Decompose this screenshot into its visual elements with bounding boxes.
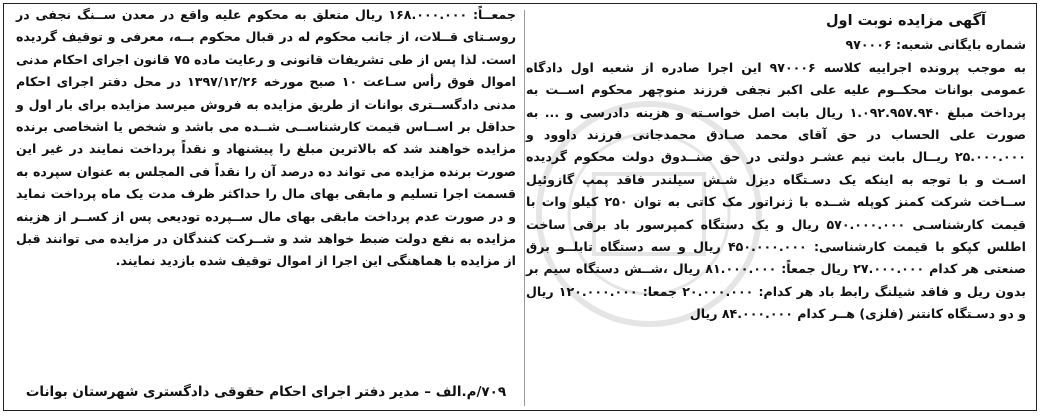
notice-title: آگهی مزایده نوبت اول — [825, 13, 986, 29]
notice-frame — [3, 3, 1037, 411]
notice-body-left: جمعــاً: ۱۶۸.۰۰۰.۰۰۰ ریال متعلق به محکوم علیه واقع در معدن ســنگ نجفی در روسـتای قــلات، از جانب محکوم له در قبال محکوم بــه، معرفی و توقیف گردیده است. لذا پس از طی تشریفات قانونی و رعایت ماده ۷۵ قانون اجرای احکام مدنی اموال فوق رأس سـاعت ۱۰ صبح مورخه ۱۳۹۷/۱۲/۲۶ در محل دفتر اجرای احکام مدنی دادگســتری بوانات از طریق مزایده به فروش میرسد مزایده برای بار اول و حداقل بر اســاس قیمت کارشناســی شــده می باشد و شخص یا اشخاصی برنده مزایده خواهند شد که بالاترین مبلغ را پیشنهاد و نقداً پرداخت نمایند در غیر این صورت برنده مزایده می تواند ده درصد آن را نقداً فی المجلس به عنوان سپرده به قسمت اجرا تسلیم و مابقی بهای مال را حداکثر ظرف مدت یک ماه پرداخت نماید و در صورت عدم پرداخت مابقی بهای مال ســپرده تودیعی پس از کســر از هزینه مزایده به نفع دولت ضبط خواهد شد و شــرکت کنندگان در مزایده می توانند قبل از مزایده با هماهنگی این اجرا از اموال توقیف شده بازدید نمایند. — [16, 7, 516, 269]
file-number: شماره بایگانی شعبه: ۹۷۰۰۰۶ — [845, 37, 1026, 53]
notice-body-right: به موجب پرونده اجراییه کلاسه ۹۷۰۰۰۶ این اجرا صادره از شعبه اول دادگاه عمومی بوانات محکــوم علیه علی اکبر نجفی فرزند منوچهر محکوم اســت به پرداخت مبلغ ۱.۰۹۲.۹۵۷.۹۴۰ ریال بابت اصل خواسـته و هزینه دادرسی و ... به صورت علی الحساب در حق آقای محمد صـادق محمدجانی فرزند داوود و ۲۵.۰۰۰.۰۰۰ ریــال بابت نیم عشـر دولتی در حق صنــدوق دولت محکوم گردیده اسـت و با توجه به اینکه یک دسـتگاه دیزل شـش سیلندر فاقد پمپ گازوئیل ســاخت شرکت کمنز کوپله شــده با ژنراتور مک کاتی به توان ۲۵۰ کیلو وات با قیمت کارشناسـی ۵۷۰.۰۰۰.۰۰۰ ریال و یک دستگاه کمپرسور باد برقی ساخت اطلس کپکو با قیمت کارشناسی: ۴۵۰.۰۰۰.۰۰۰ ریال و سه دستگاه تابلــو برق صنعتی هر کدام ۲۷.۰۰۰.۰۰۰ ریال جمعاً: ۸۱.۰۰۰.۰۰۰ ریال ،شــش دستگاه سیم بر بدون ریل و فاقد شیلنگ رابط باد هر کدام: ۲۰.۰۰۰.۰۰۰ جمعا: ۱۲۰.۰۰۰.۰۰۰ ریال و دو دسـتگاه کانتنر (فلزی) هــر کدام ۸۴.۰۰۰.۰۰۰ ریال — [526, 59, 1027, 322]
notice-left-column — [16, 4, 516, 273]
notice-right-column — [526, 4, 1026, 326]
column-divider — [524, 10, 525, 406]
notice-signature: ۷۰۹/م.الف – مدیر دفتر اجرای احکام حقوقی دادگستری شهرستان بوانات — [25, 384, 507, 400]
